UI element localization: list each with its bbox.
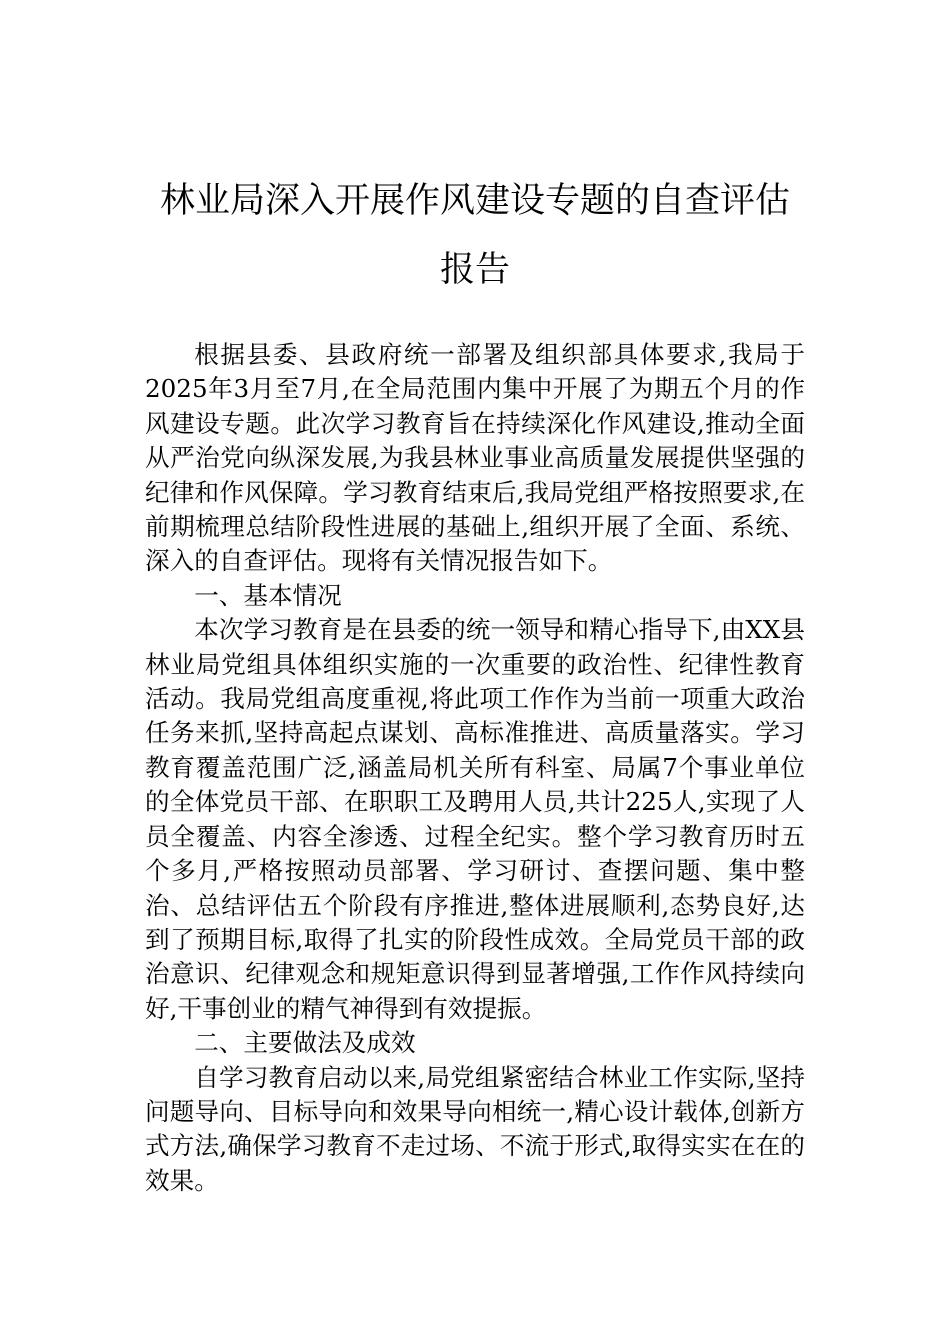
document-title-line2: 报告 bbox=[439, 250, 510, 290]
paragraph-intro: 根据县委、县政府统一部署及组织部具体要求,我局于2025年3月至7月,在全局范围内集中开展了为期五个月的作风建设专题。此次学习教育旨在持续深化作风建设,推动全面从严治党向纵深发展,为我县林业事业高质量发展提供坚强的纪律和作风保障。学习教育结束后,我局党组严格按照要求,在前期梳理总结阶段性进展的基础上,组织开展了全面、系统、深入的自查评估。现将有关情况报告如下。 bbox=[145, 340, 805, 576]
document-body bbox=[145, 338, 805, 1198]
section-heading-basic-situation: 一、基本情况 bbox=[194, 580, 342, 610]
document-title-line1: 林业局深入开展作风建设专题的自查评估 bbox=[159, 181, 790, 221]
section-heading-main-practices: 二、主要做法及成效 bbox=[194, 1028, 416, 1058]
paragraph-main-practices: 自学习教育启动以来,局党组紧密结合林业工作实际,坚持问题导向、目标导向和效果导向相统一,精心设计载体,创新方式方法,确保学习教育不走过场、不流于形式,取得实实在在的效果。 bbox=[145, 1062, 805, 1195]
paragraph-basic-situation: 本次学习教育是在县委的统一领导和精心指导下,由XX县林业局党组具体组织实施的一次重要的政治性、纪律性教育活动。我局党组高度重视,将此项工作作为当前一项重大政治任务来抓,坚持高起点谋划、高标准推进、高质量落实。学习教育覆盖范围广泛,涵盖局机关所有科室、局属7个事业单位的全体党员干部、在职职工及聘用人员,共计225人,实现了人员全覆盖、内容全渗透、过程全纪实。整个学习教育历时五个多月,严格按照动员部署、学习研讨、查摆问题、集中整治、总结评估五个阶段有序推进,整体进展顺利,态势良好,达到了预期目标,取得了扎实的阶段性成效。全局党员干部的政治意识、纪律观念和规矩意识得到显著增强,工作作风持续向好,干事创业的精气神得到有效提振。 bbox=[145, 615, 805, 1023]
